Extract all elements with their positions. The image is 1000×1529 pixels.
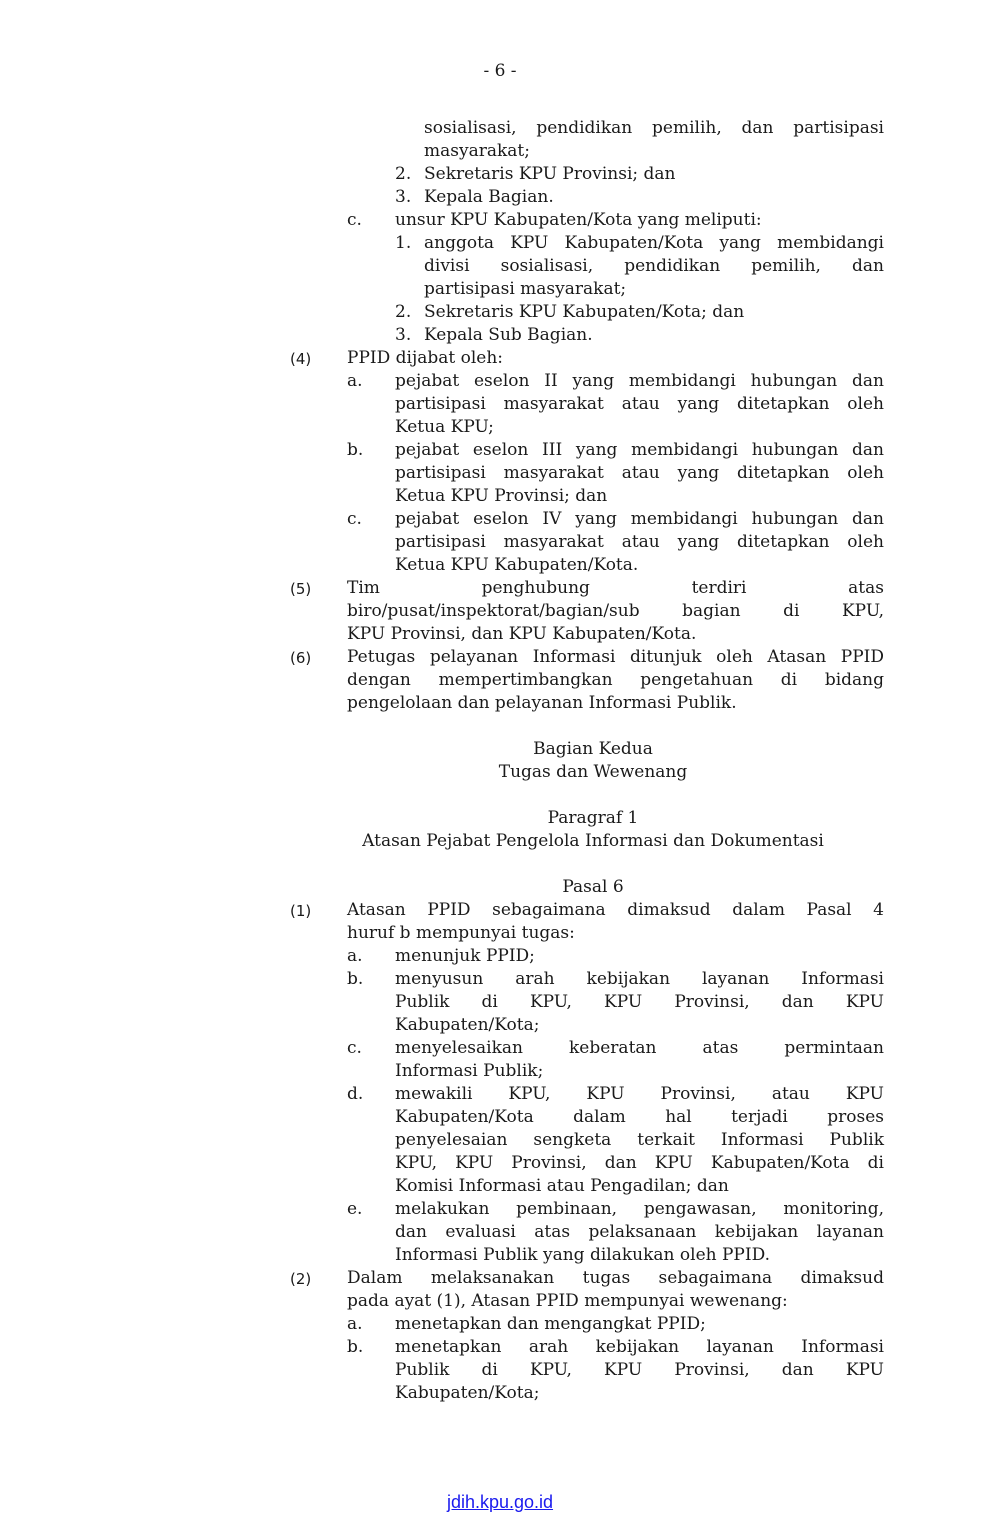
text-line: KPU, KPU Provinsi, dan KPU Kabupaten/Kota di [395,1153,884,1173]
item-number: 1. [395,233,412,253]
text-line: biro/pusat/inspektorat/bagian/sub bagian di KPU, [347,601,884,621]
ayat-number: (6) [290,649,312,667]
text-line: pengelolaan dan pelayanan Informasi Publik. [347,693,737,713]
text-line: pejabat eselon IV yang membidangi hubungan dan [395,509,884,529]
paragraph-heading: Paragraf 1 [547,808,639,828]
text-line: Ketua KPU Provinsi; dan [395,486,608,506]
item-label: a. [347,946,363,966]
ayat-number: (1) [290,902,312,920]
text-line: Kabupaten/Kota; [395,1383,540,1403]
text-line: partisipasi masyarakat atau yang ditetapkan oleh [395,394,884,414]
text-line: anggota KPU Kabupaten/Kota yang membidangi [424,233,884,253]
item-number: 3. [395,187,412,207]
section-subheading: Tugas dan Wewenang [498,762,688,782]
text-line: KPU Provinsi, dan KPU Kabupaten/Kota. [347,624,697,644]
text-line: Dalam melaksanakan tugas sebagaimana dimaksud [347,1268,884,1288]
item-number: 2. [395,164,412,184]
text-line: Komisi Informasi atau Pengadilan; dan [395,1176,729,1196]
text-line: partisipasi masyarakat atau yang ditetapkan oleh [395,532,884,552]
paragraph-subheading: Atasan Pejabat Pengelola Informasi dan Dokumentasi [362,831,824,851]
item-text: Sekretaris KPU Provinsi; dan [424,164,676,184]
text-line: masyarakat; [424,141,530,161]
page-number: - 6 - [483,61,517,81]
text-line: Ketua KPU; [395,417,494,437]
ayat-number: (4) [290,350,312,368]
item-text: Sekretaris KPU Kabupaten/Kota; dan [424,302,745,322]
text-line: melakukan pembinaan, pengawasan, monitoring, [395,1199,884,1219]
item-text: Kepala Sub Bagian. [424,325,593,345]
item-number: 3. [395,325,412,345]
text-line: menetapkan arah kebijakan layanan Informasi [395,1337,884,1357]
text-line: Atasan PPID sebagaimana dimaksud dalam Pasal 4 [347,900,884,920]
text-line: Informasi Publik yang dilakukan oleh PPID. [395,1245,770,1265]
text-line: dan evaluasi atas pelaksanaan kebijakan layanan [395,1222,884,1242]
text-line: pejabat eselon III yang membidangi hubungan dan [395,440,884,460]
item-text: menetapkan dan mengangkat PPID; [395,1314,706,1334]
footer-link[interactable]: jdih.kpu.go.id [446,1492,554,1512]
item-text: Kepala Bagian. [424,187,554,207]
text-line: dengan mempertimbangkan pengetahuan di bidang [347,670,884,690]
text-line: huruf b mempunyai tugas: [347,923,575,943]
text-line: divisi sosialisasi, pendidikan pemilih, dan [424,256,884,276]
item-number: 2. [395,302,412,322]
text-line: mewakili KPU, KPU Provinsi, atau KPU [395,1084,884,1104]
text-line: pejabat eselon II yang membidangi hubungan dan [395,371,884,391]
item-label: c. [347,509,362,529]
text-line: menyelesaikan keberatan atas permintaan [395,1038,884,1058]
text-line: Kabupaten/Kota; [395,1015,540,1035]
text-line: Publik di KPU, KPU Provinsi, dan KPU [395,1360,884,1380]
text-line: Ketua KPU Kabupaten/Kota. [395,555,639,575]
item-label: b. [347,1337,364,1357]
text-line: pada ayat (1), Atasan PPID mempunyai wewenang: [347,1291,788,1311]
item-label: c. [347,210,362,230]
ayat-text: PPID dijabat oleh: [347,348,504,368]
item-text: menunjuk PPID; [395,946,535,966]
item-text: unsur KPU Kabupaten/Kota yang meliputi: [395,210,762,230]
article-heading: Pasal 6 [562,877,624,897]
item-label: a. [347,371,363,391]
text-line: penyelesaian sengketa terkait Informasi Publik [395,1130,884,1150]
ayat-number: (2) [290,1270,312,1288]
item-label: d. [347,1084,364,1104]
item-label: b. [347,440,364,460]
text-line: sosialisasi, pendidikan pemilih, dan partisipasi [424,118,884,138]
text-line: Informasi Publik; [395,1061,544,1081]
text-line: Kabupaten/Kota dalam hal terjadi proses [395,1107,884,1127]
item-label: c. [347,1038,362,1058]
section-heading: Bagian Kedua [533,739,653,759]
text-line: menyusun arah kebijakan layanan Informasi [395,969,884,989]
ayat-number: (5) [290,580,312,598]
text-line: Petugas pelayanan Informasi ditunjuk oleh Atasan PPID [347,647,884,667]
text-line: partisipasi masyarakat; [424,279,627,299]
text-line: Tim penghubung terdiri atas [347,578,884,598]
item-label: a. [347,1314,363,1334]
text-line: Publik di KPU, KPU Provinsi, dan KPU [395,992,884,1012]
item-label: e. [347,1199,363,1219]
item-label: b. [347,969,364,989]
text-line: partisipasi masyarakat atau yang ditetapkan oleh [395,463,884,483]
